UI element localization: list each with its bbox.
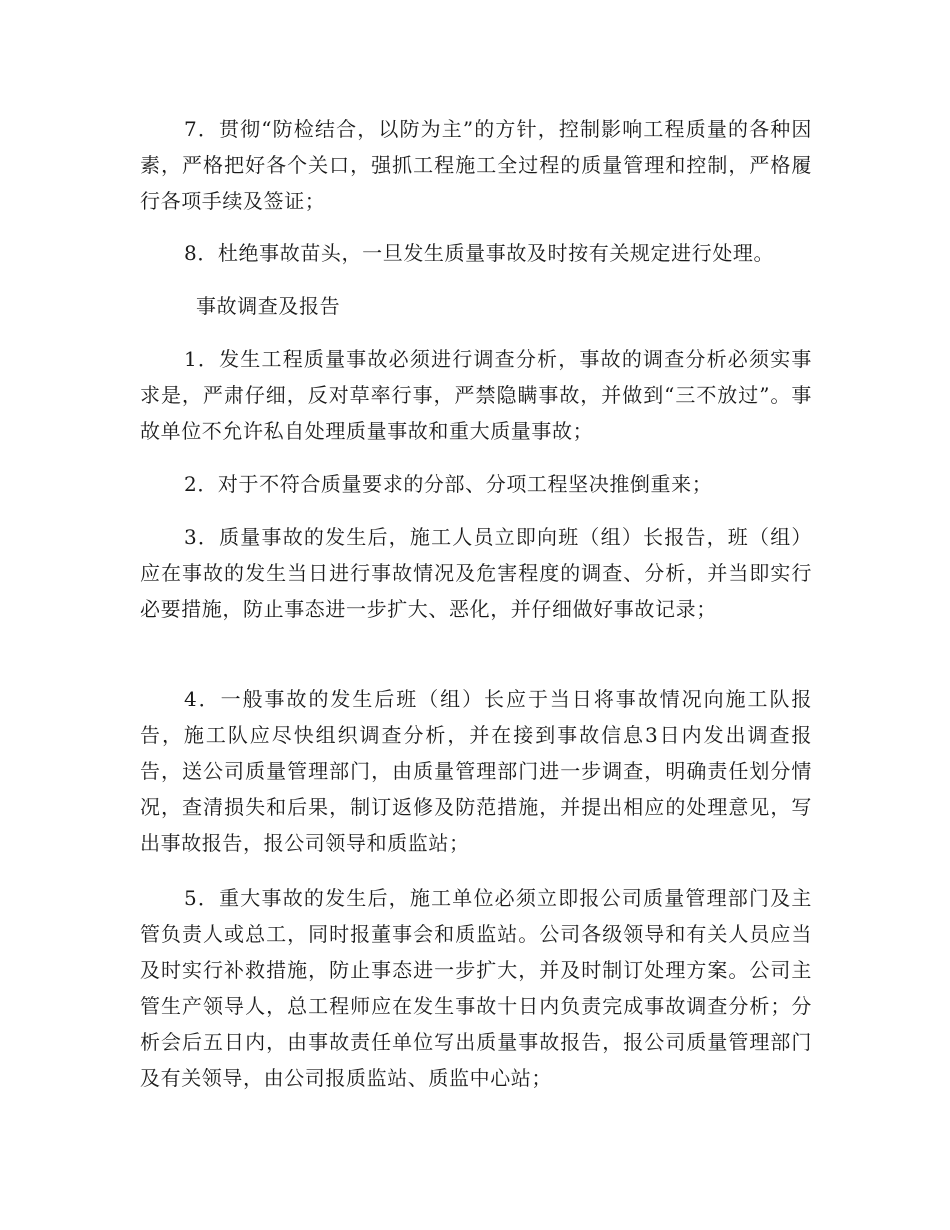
paragraph-item-4: 4．一般事故的发生后班（组）长应于当日将事故情况向施工队报告，施工队应尽快组织调查分析，并在接到事故信息3日内发出调查报告，送公司质量管理部门，由质量管理部门进一步调查，明确责任划分情况，查清损失和后果，制订返修及防范措施，并提出相应的处理意见，写出事故报告，报公司领导和质监站； (140, 687, 812, 855)
section-heading: 事故调查及报告 (196, 294, 341, 318)
paragraph-item-7: 7．贯彻“防检结合，以防为主”的方针，控制影响工程质量的各种因素，严格把好各个关口，强抓工程施工全过程的质量管理和控制，严格履行各项手续及签证； (140, 117, 812, 213)
paragraph-item-2: 2．对于不符合质量要求的分部、分项工程坚决推倒重来； (184, 472, 713, 496)
paragraph-item-1: 1．发生工程质量事故必须进行调查分析，事故的调查分析必须实事求是，严肃仔细，反对草率行事，严禁隐瞒事故，并做到“三不放过”。事故单位不允许私自处理质量事故和重大质量事故； (140, 347, 812, 443)
paragraph-item-5: 5．重大事故的发生后，施工单位必须立即报公司质量管理部门及主管负责人或总工，同时报董事会和质监站。公司各级领导和有关人员应当及时实行补救措施，防止事态进一步扩大，并及时制订处理方案。公司主管生产领导人，总工程师应在发生事故十日内负责完成事故调查分析；分析会后五日内，由事故责任单位写出质量事故报告，报公司质量管理部门及有关领导，由公司报质监站、质监中心站； (140, 886, 812, 1090)
paragraph-item-3: 3．质量事故的发生后，施工人员立即向班（组）长报告，班（组）应在事故的发生当日进行事故情况及危害程度的调查、分析，并当即实行必要措施，防止事态进一步扩大、恶化，并仔细做好事故记录； (140, 525, 812, 621)
paragraph-item-8: 8．杜绝事故苗头，一旦发生质量事故及时按有关规定进行处理。 (184, 241, 775, 265)
